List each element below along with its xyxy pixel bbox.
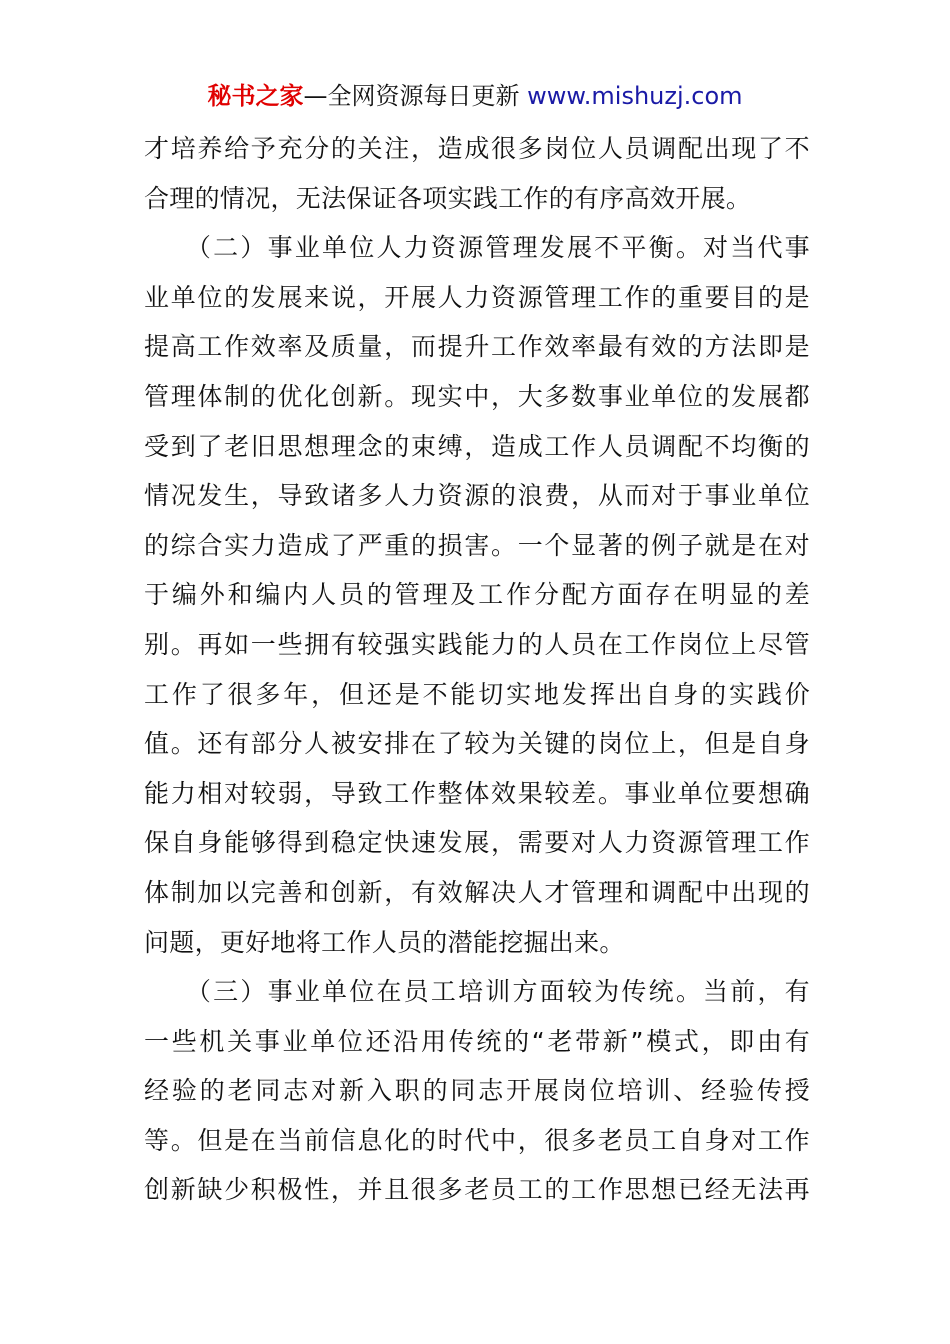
text-line: 一些机关事业单位还沿用传统的“老带新”模式，即由有 xyxy=(144,1026,810,1056)
paragraph-heading-line: （三）事业单位在员工培训方面较为传统。当前，有 xyxy=(144,977,810,1007)
text-line: 情况发生，导致诸多人力资源的浪费，从而对于事业单位 xyxy=(144,481,810,511)
text-line: 提高工作效率及质量，而提升工作效率最有效的方法即是 xyxy=(144,332,810,362)
text-line: 经验的老同志对新入职的同志开展岗位培训、经验传授 xyxy=(144,1076,810,1106)
text-line: 问题，更好地将工作人员的潜能挖掘出来。 xyxy=(144,927,625,957)
text-line: 管理体制的优化创新。现实中，大多数事业单位的发展都 xyxy=(144,381,810,411)
text-line: 才培养给予充分的关注，造成很多岗位人员调配出现了不 xyxy=(144,134,810,163)
text-line: 于编外和编内人员的管理及工作分配方面存在明显的差 xyxy=(144,580,810,610)
text-line: 合理的情况，无法保证各项实践工作的有序高效开展。 xyxy=(144,183,752,213)
text-line: 别。再如一些拥有较强实践能力的人员在工作岗位上尽管 xyxy=(144,629,810,659)
site-brand: 秘书之家 xyxy=(207,82,304,110)
paragraph-heading-line: （二）事业单位人力资源管理发展不平衡。对当代事 xyxy=(144,233,810,263)
site-url-link[interactable]: www.mishuzj.com xyxy=(527,82,743,110)
text-line: 值。还有部分人被安排在了较为关键的岗位上，但是自身 xyxy=(144,729,810,759)
text-line: 体制加以完善和创新，有效解决人才管理和调配中出现的 xyxy=(144,877,810,907)
site-header xyxy=(0,80,950,112)
text-line: 能力相对较弱，导致工作整体效果较差。事业单位要想确 xyxy=(144,778,810,808)
text-line: 受到了老旧思想理念的束缚，造成工作人员调配不均衡的 xyxy=(144,431,810,461)
text-line: 工作了很多年，但还是不能切实地发挥出自身的实践价 xyxy=(144,679,810,709)
text-line: 的综合实力造成了严重的损害。一个显著的例子就是在对 xyxy=(144,530,810,560)
site-tagline: —全网资源每日更新 xyxy=(303,82,528,110)
text-line: 保自身能够得到稳定快速发展，需要对人力资源管理工作 xyxy=(144,828,810,858)
text-line: 等。但是在当前信息化的时代中，很多老员工自身对工作 xyxy=(144,1125,810,1155)
text-line: 业单位的发展来说，开展人力资源管理工作的重要目的是 xyxy=(144,282,810,312)
document-body xyxy=(144,124,810,1215)
text-line: 创新缺少积极性，并且很多老员工的工作思想已经无法再 xyxy=(144,1175,810,1205)
